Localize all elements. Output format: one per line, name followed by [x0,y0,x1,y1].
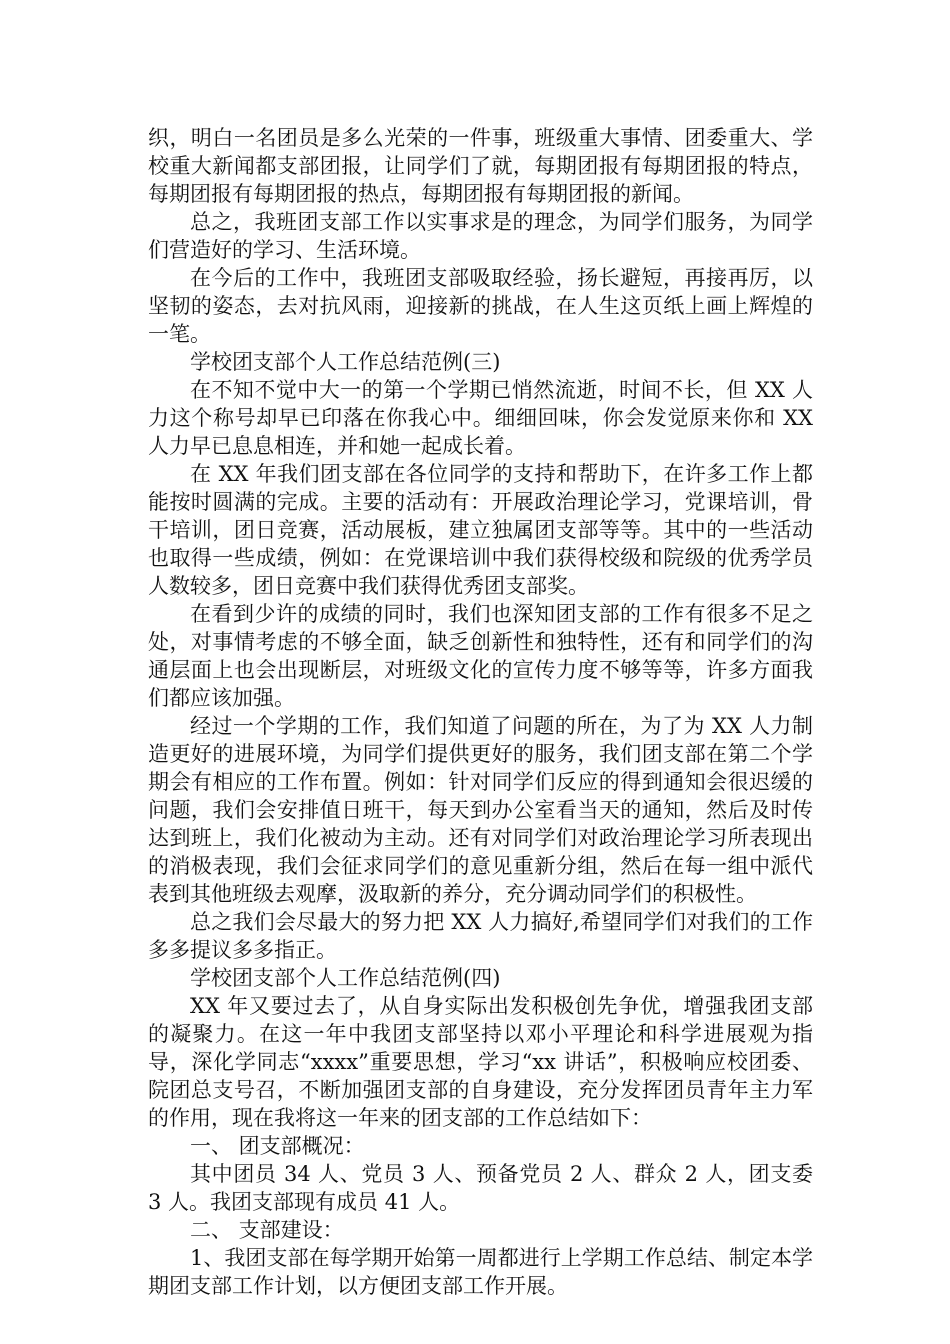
document-body [148,124,813,1300]
subsection-heading: 二、 支部建设： [190,1218,344,1242]
paragraph: 在看到少许的成绩的同时，我们也深知团支部的工作有很多不足之处，对事情考虑的不够全面，缺乏创新性和独特性，还有和同学们的沟通层面上也会出现断层，对班级文化的宣传力度不够等等，许多方面我们都应该加强。 [148,602,813,710]
section-heading: 学校团支部个人工作总结范例(四) [190,966,501,990]
paragraph-continuation: 织，明白一名团员是多么光荣的一件事，班级重大事情、团委重大、学校重大新闻都支部团报，让同学们了就，每期团报有每期团报的特点，每期团报有每期团报的热点，每期团报有每期团报的新闻。 [148,126,813,206]
section-heading: 学校团支部个人工作总结范例(三) [190,350,501,374]
paragraph: 总之，我班团支部工作以实事求是的理念，为同学们服务，为同学们营造好的学习、生活环境。 [148,210,813,262]
paragraph: 其中团员 34 人、党员 3 人、预备党员 2 人、群众 2 人，团支委 3 人。我团支部现有成员 41 人。 [148,1162,813,1214]
paragraph: 经过一个学期的工作，我们知道了问题的所在，为了为 XX 人力制造更好的进展环境，为同学们提供更好的服务，我们团支部在第二个学期会有相应的工作布置。例如：针对同学们反应的得到通知会很迟缓的问题，我们会安排值日班干，每天到办公室看当天的通知，然后及时传达到班上，我们化被动为主动。还有对同学们对政治理论学习所表现出的消极表现，我们会征求同学们的意见重新分组，然后在每一组中派代表到其他班级去观摩，汲取新的养分，充分调动同学们的积极性。 [148,714,813,906]
paragraph: 1、我团支部在每学期开始第一周都进行上学期工作总结、制定本学期团支部工作计划，以方便团支部工作开展。 [148,1246,813,1298]
paragraph: 总之我们会尽最大的努力把 XX 人力搞好,希望同学们对我们的工作多多提议多多指正。 [148,910,813,962]
subsection-heading: 一、 团支部概况： [190,1134,365,1158]
paragraph: 在 XX 年我们团支部在各位同学的支持和帮助下，在许多工作上都能按时圆满的完成。主要的活动有：开展政治理论学习，党课培训，骨干培训，团日竞赛，活动展板，建立独属团支部等等。其中的一些活动也取得一些成绩，例如：在党课培训中我们获得校级和院级的优秀学员人数较多，团日竞赛中我们获得优秀团支部奖。 [148,462,813,598]
paragraph: 在今后的工作中，我班团支部吸取经验，扬长避短，再接再厉，以坚韧的姿态，去对抗风雨，迎接新的挑战，在人生这页纸上画上辉煌的一笔。 [148,266,813,346]
paragraph: XX 年又要过去了，从自身实际出发积极创先争优，增强我团支部的凝聚力。在这一年中我团支部坚持以邓小平理论和科学进展观为指导，深化学同志“xxxx”重要思想，学习“xx 讲话”，积极响应校团委、院团总支号召，不断加强团支部的自身建设，充分发挥团员青年主力军的作用，现在我将这一年来的团支部的工作总结如下： [148,994,813,1130]
paragraph: 在不知不觉中大一的第一个学期已悄然流逝，时间不长，但 XX 人力这个称号却早已印落在你我心中。细细回味，你会发觉原来你和 XX 人力早已息息相连，并和她一起成长着。 [148,378,813,458]
